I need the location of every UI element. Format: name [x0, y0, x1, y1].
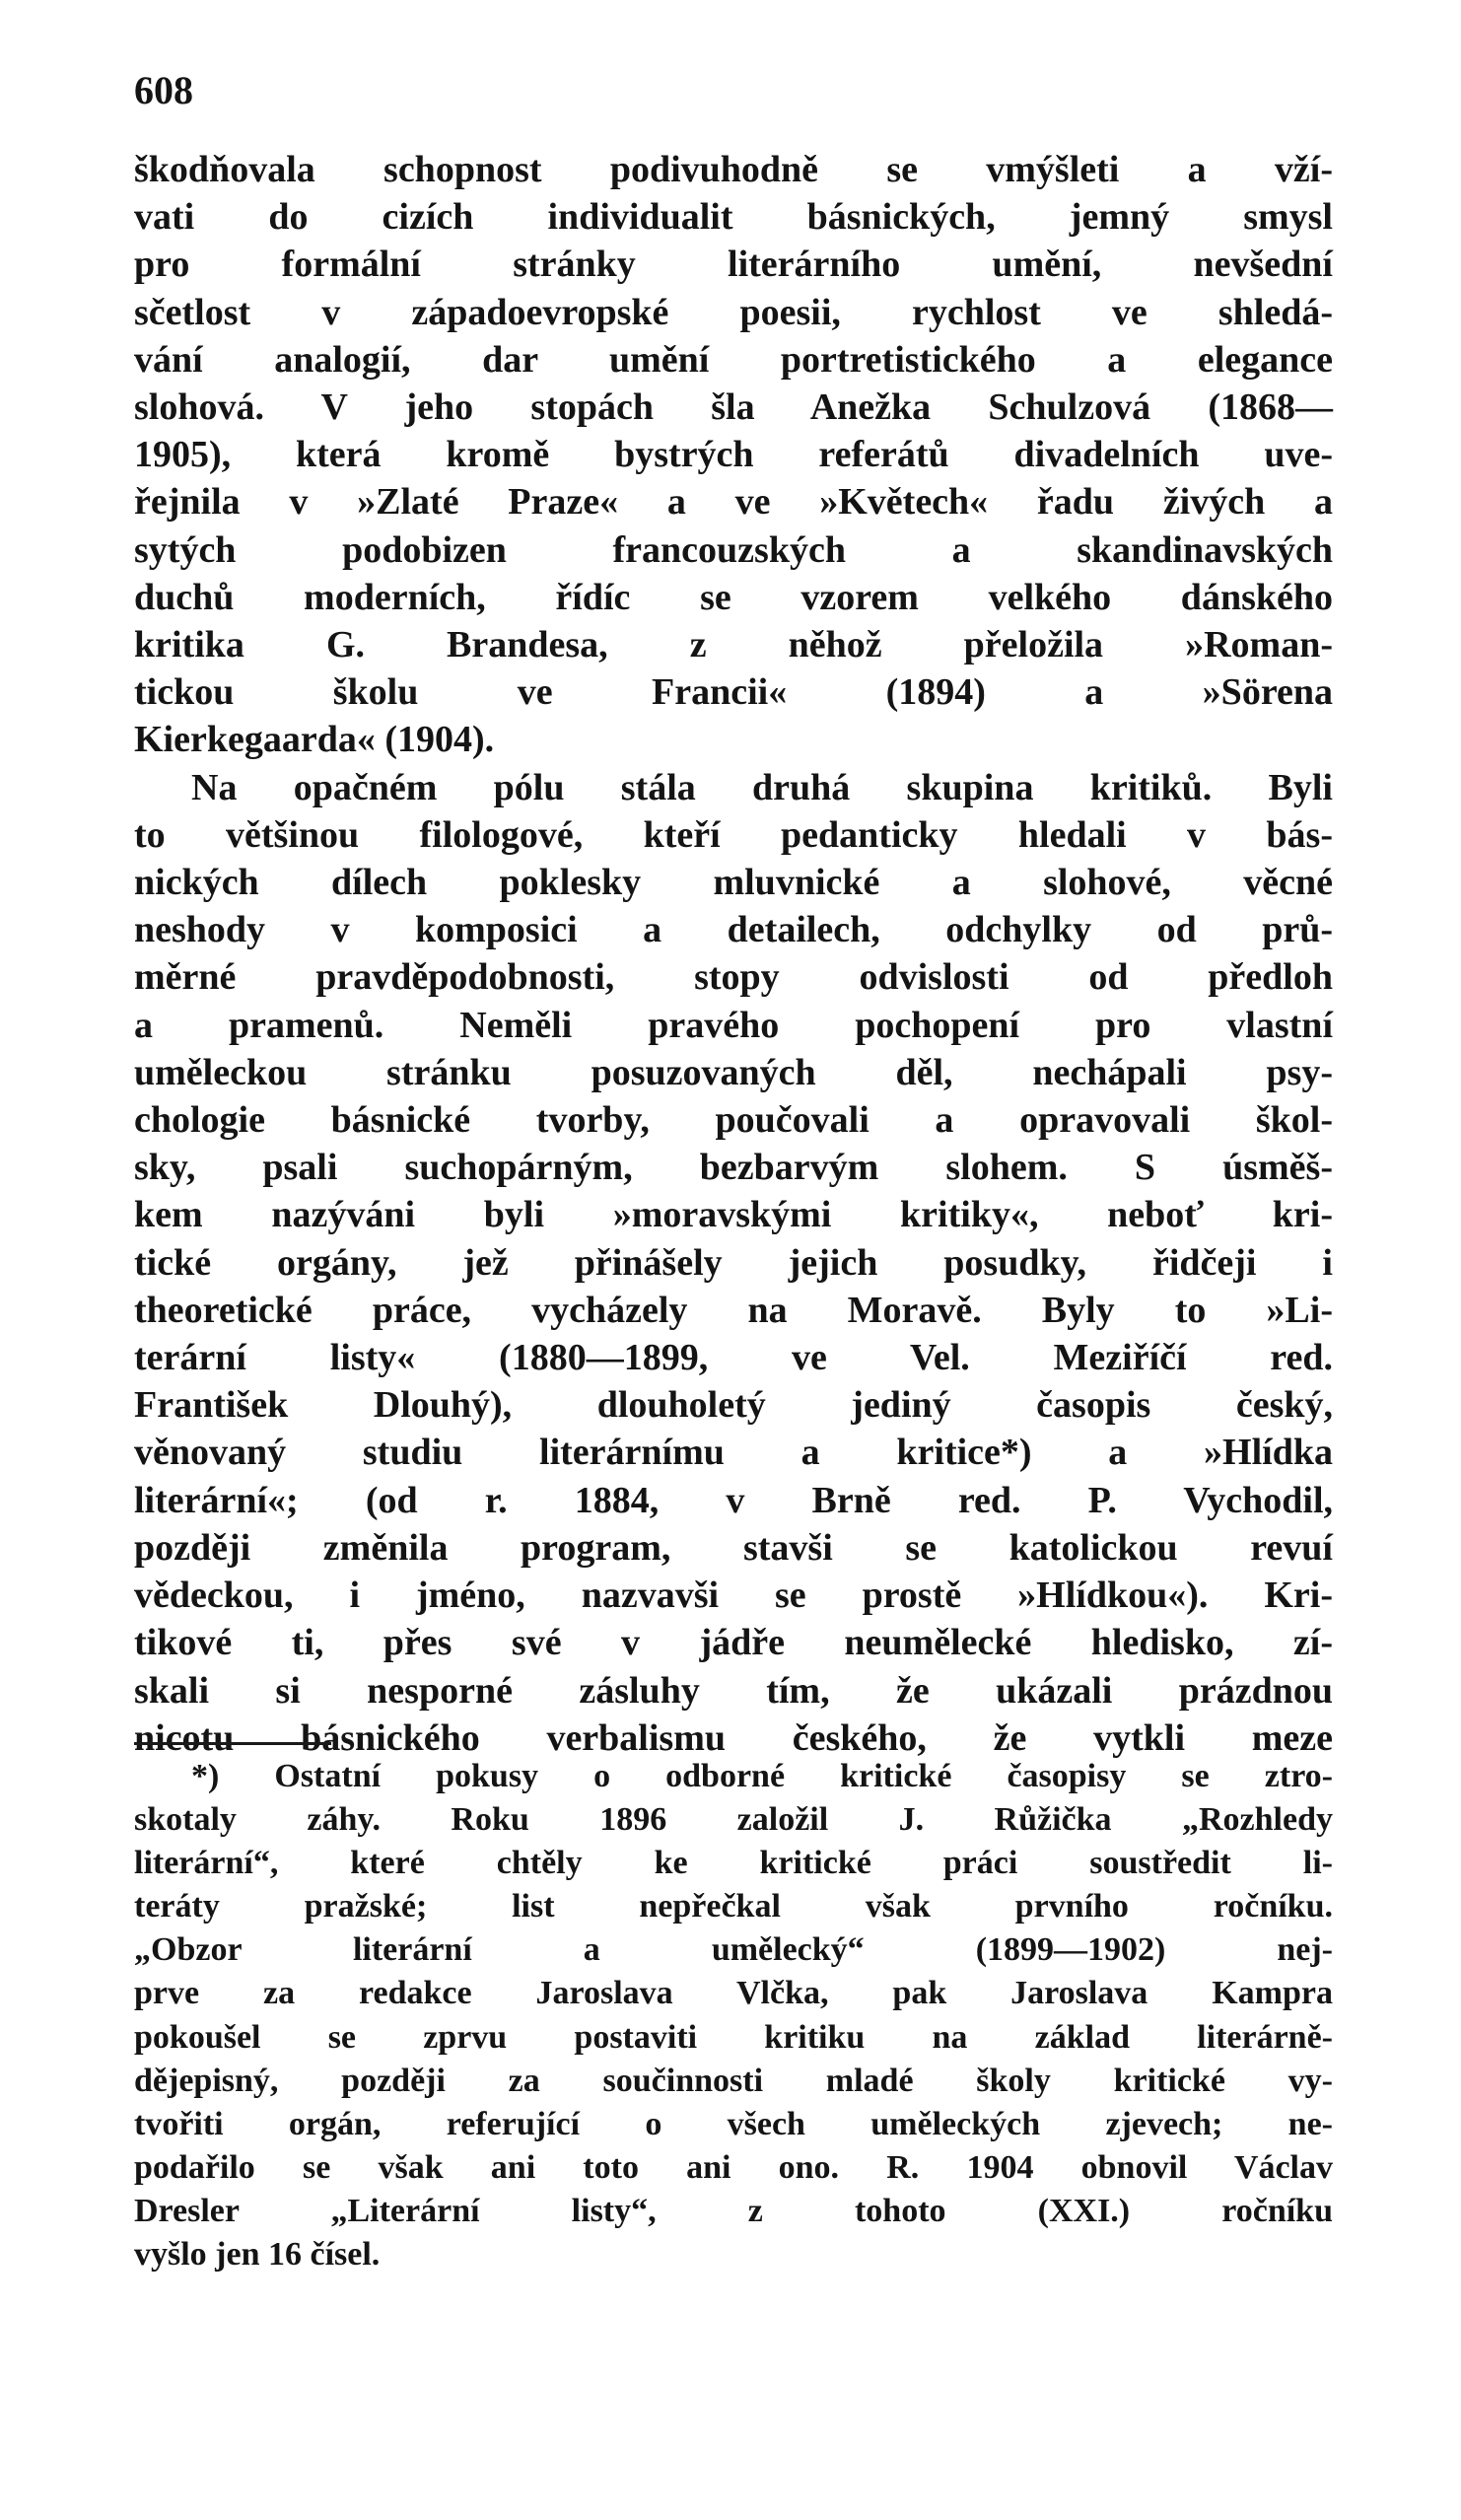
footnote-line: skotaly záhy. Roku 1896 založil J. Růžička „Rozhledy	[134, 1801, 1333, 1839]
text-line: vědeckou, i jméno, nazvavši se prostě »Hlídkou«). Kri-	[134, 1575, 1333, 1617]
footnote-line: literární“, které chtěly ke kritické práci soustředit li-	[134, 1845, 1333, 1882]
text-line: vati do cizích individualit básnických, jemný smysl	[134, 196, 1333, 239]
footnote-line: „Obzor literární a umělecký“ (1899—1902) nej-	[134, 1931, 1333, 1969]
text-line: skali si nesporné zásluhy tím, že ukázali prázdnou	[134, 1669, 1333, 1712]
text-line: slohová. V jeho stopách šla Anežka Schulzová (1868—	[134, 386, 1333, 429]
text-line: kritika G. Brandesa, z něhož přeložila »Roman-	[134, 624, 1333, 666]
text-line: a pramenů. Neměli pravého pochopení pro vlastní	[134, 1004, 1333, 1046]
text-line: později změnila program, stavši se katolickou revuí	[134, 1526, 1333, 1569]
text-line: sky, psali suchopárným, bezbarvým slohem. S úsměš-	[134, 1147, 1333, 1189]
text-line: theoretické práce, vycházely na Moravě. Byly to »Li-	[134, 1289, 1333, 1331]
text-line: pro formální stránky literárního umění, nevšední	[134, 244, 1333, 286]
footnote-line: Dresler „Literární listy“, z tohoto (XXI.) ročníku	[134, 2192, 1333, 2229]
text-line: kem nazýváni byli »moravskými kritiky«, neboť kri-	[134, 1194, 1333, 1236]
footnote-line: *) Ostatní pokusy o odborné kritické časopisy se ztro-	[191, 1758, 1333, 1794]
text-line: nicotu básnického verbalismu českého, že vytkli meze	[134, 1716, 1333, 1759]
text-line: nických dílech poklesky mluvnické a slohové, věcné	[134, 862, 1333, 904]
text-line: věnovaný studiu literárnímu a kritice*) a »Hlídka	[134, 1432, 1333, 1474]
footnote-line: pokoušel se zprvu postaviti kritiku na základ literárně-	[134, 2018, 1333, 2056]
footnote-line: podařilo se však ani toto ani ono. R. 1904 obnovil Václav	[134, 2148, 1333, 2186]
text-line: terární listy« (1880—1899, ve Vel. Meziříčí red.	[134, 1337, 1333, 1379]
text-line: měrné pravděpodobnosti, stopy odvislosti od předloh	[134, 956, 1333, 999]
footnote-line: prve za redakce Jaroslava Vlčka, pak Jaroslava Kampra	[134, 1975, 1333, 2012]
text-line: uměleckou stránku posuzovaných děl, nechápali psy-	[134, 1051, 1333, 1093]
text-line: řejnila v »Zlaté Praze« a ve »Květech« řadu živých a	[134, 481, 1333, 524]
text-line: literární«; (od r. 1884, v Brně red. P. Vychodil,	[134, 1479, 1333, 1521]
text-line: duchů moderních, řídíc se vzorem velkého dánského	[134, 576, 1333, 618]
footnote	[134, 1755, 1333, 2276]
text-line: František Dlouhý), dlouholetý jediný časopis český,	[134, 1384, 1333, 1427]
text-line: tickou školu ve Francii« (1894) a »Sörena	[134, 671, 1333, 714]
text-line: tikové ti, přes své v jádře neumělecké hledisko, zí-	[134, 1622, 1333, 1664]
footnote-line: vyšlo jen 16 čísel.	[134, 2236, 381, 2274]
page-number: 608	[134, 68, 193, 112]
text-line: to většinou filologové, kteří pedanticky hledali v bás-	[134, 813, 1333, 856]
text-line: sčetlost v západoevropské poesii, rychlost ve shledá-	[134, 291, 1333, 333]
footnote-line: tvořiti orgán, referující o všech uměleckých zjevech; ne-	[134, 2105, 1333, 2142]
main-text	[134, 146, 1333, 1762]
text-line: tické orgány, jež přinášely jejich posudky, řidčeji i	[134, 1241, 1333, 1284]
text-line: sytých podobizen francouzských a skandinavských	[134, 528, 1333, 571]
footnote-divider	[134, 1742, 331, 1745]
text-line: Na opačném pólu stála druhá skupina kritiků. Byli	[191, 766, 1333, 808]
footnote-line: teráty pražské; list nepřečkal však prvního ročníku.	[134, 1888, 1333, 1925]
text-line: Kierkegaarda« (1904).	[134, 719, 495, 761]
text-line: neshody v komposici a detailech, odchylky od prů-	[134, 909, 1333, 951]
text-line: 1905), která kromě bystrých referátů divadelních uve-	[134, 434, 1333, 476]
text-line: vání analogií, dar umění portretistického a elegance	[134, 338, 1333, 381]
footnote-line: dějepisný, později za součinnosti mladé školy kritické vy-	[134, 2062, 1333, 2099]
text-line: škodňovala schopnost podivuhodně se vmýšleti a vží-	[134, 149, 1333, 190]
text-line: chologie básnické tvorby, poučovali a opravovali škol-	[134, 1099, 1333, 1142]
